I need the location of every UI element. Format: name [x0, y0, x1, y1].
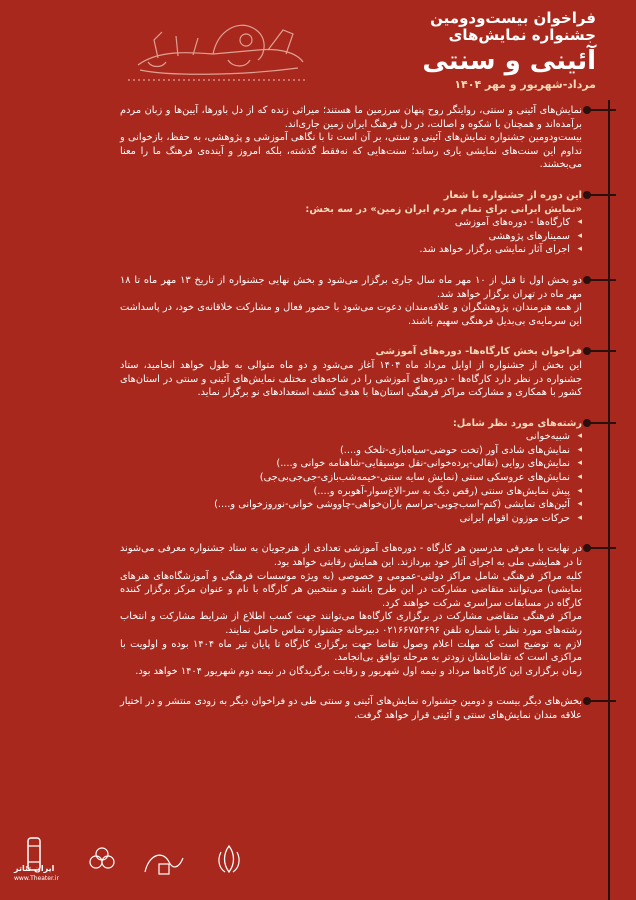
- list-item: ◂ شبیه‌خوانی: [120, 430, 582, 444]
- ritual-figure-illustration: [118, 10, 318, 92]
- timeline-marker: [586, 422, 616, 424]
- list-item: ◂ اجرای آثار نمایشی برگزار خواهد شد.: [120, 243, 582, 257]
- section-details: [120, 542, 582, 678]
- list-item: ◂ حرکات موزون اقوام ایرانی: [120, 512, 582, 526]
- paragraph: دو بخش اول تا قبل از ۱۰ مهر ماه سال جاری برگزار می‌شود و بخش نهایی جشنواره از تاریخ ۱۳ مهر ماه تا ۱۸ مهر ماه در تهران برگزار خواهد شد.: [120, 274, 583, 300]
- dramatic-arts-center-logo-icon: [139, 844, 189, 880]
- section-heading: رشته‌های مورد نظر شامل:: [452, 417, 582, 429]
- date-line: مرداد-شهریور و مهر ۱۴۰۴: [454, 78, 596, 91]
- header: [0, 0, 636, 102]
- section-disciplines: [120, 417, 582, 526]
- paragraph: نمایش‌های آئینی و سنتی، روایتگر روح پنهان سرزمین ما هستند؛ میراثی زنده که از دل باورها، آیین‌ها و زبان مردم برآمده‌اند و همچنان با شکوه و اصالت، در دل فرهنگ ایران زمین جاری‌اند.: [120, 105, 582, 130]
- section-heading: این دوره از جشنواره با شعار: [443, 189, 582, 201]
- section-subheading: «نمایش ایرانی برای تمام مردم ایران زمین» در سه بخش:: [305, 203, 582, 215]
- title-line-1: فراخوان بیست‌و‌دومین: [430, 9, 596, 27]
- timeline-line: [608, 100, 610, 900]
- list-item: ◂ آئین‌های نمایشی (کتم-اسب‌چوبی-مراسم باران‌خواهی-چاووشی خوانی-نوروزخوانی و....): [120, 498, 582, 512]
- timeline-marker: [586, 109, 616, 111]
- section-closing: [120, 695, 582, 722]
- festival-emblem-icon: [84, 844, 120, 880]
- list-item: ◂ نمایش‌های عروسکی سنتی (نمایش سایه سنتی-خیمه‌شب‌بازی-جی‌جی‌بی‌جی): [120, 471, 582, 485]
- list-item: ◂ سمینارهای پژوهشی: [120, 230, 582, 244]
- timeline-marker: [586, 350, 616, 352]
- title-line-2: جشنواره نمایش‌های: [448, 26, 596, 44]
- paragraph: بیست‌و‌دومین جشنواره نمایش‌های آئینی و سنتی، بر آن است تا با نگاهی آموزشی و پژوهشی، به حفظ، بازخوانی و تداوم این سنت‌های نمایشی یاری رساند؛ سنت‌هایی که نه‌فقط گذشته، بلکه امروز و آینده‌ی فرهنگ ما را معنا می‌بخشند.: [120, 132, 582, 171]
- section-intro: [120, 104, 582, 172]
- timeline-marker: [586, 547, 616, 549]
- timeline-marker: [586, 194, 616, 196]
- paragraph: از همه هنرمندان، پژوهشگران و علاقه‌مندان دعوت می‌شود با حضور فعال و مشارکت خلاقانه‌ی خود، در پاسداشت این سرمایه‌ی بی‌بدیل فرهنگی سهیم باشند.: [120, 302, 582, 327]
- section-schedule: [120, 274, 582, 328]
- footer-logos: [14, 830, 254, 886]
- section-slogan: [120, 189, 582, 257]
- disciplines-list: [120, 430, 582, 525]
- content-body: [120, 104, 582, 740]
- paragraph: لازم به توضیح است که مهلت اعلام وصول تقاضا جهت برگزاری کارگاه تا پایان تیر ماه ۱۴۰۴ بوده و اولویت با مراکزی است که تقاضایشان زودتر به مرحله توافق بی‌انجامد.: [120, 638, 582, 664]
- logo-caption: [14, 864, 59, 882]
- section-heading: فراخوان بخش کارگاه‌ها- دوره‌های آموزشی: [375, 346, 582, 358]
- paragraph: مراکز فرهنگی متقاضی مشارکت در برگزاری کارگاه‌ها می‌توانند جهت کسب اطلاع از شرایط مشارکت و انتخاب رشته‌های مورد نظر با شماره تلفن ۰۲۱۶۶۷۵۴۶۹۶ دبیرخانه جشنواره تماس حاصل نمایند.: [120, 611, 582, 636]
- paragraph: کلیه مراکز فرهنگی شامل مراکز دولتی-عمومی و خصوصی (به ویژه موسسات فرهنگی و آموزشگاه‌های هنرهای نمایشی) می‌توانند متقاضی مشارکت در این طرح باشند و منتخبین هر کارگاه با نام و عنوان مرکز برگزار کننده کارگاه در مسابقات سراسری شرکت خواهند کرد.: [120, 570, 582, 609]
- list-item: ◂ نمایش‌های شادی آور (تخت حوضی-سیاه‌بازی-تلخک و....): [120, 444, 582, 458]
- ministry-emblem-icon: [209, 840, 249, 880]
- paragraph: این بخش از جشنواره از اوایل مرداد ماه ۱۴۰۴ آغاز می‌شود و دو ماه متوالی به طول خواهد انجامید، ستاد جشنواره در نظر دارد کارگاه‌ها - دوره‌های آموزشی را در شاخه‌های مختلف نمایش‌های آئینی و سنتی در استان‌های کشور با همکاری و مشارکت مراکز فرهنگی استان‌ها با هدف کشف استعدادهای نو برگزار نماید.: [120, 359, 582, 399]
- timeline-marker: [586, 700, 616, 702]
- parts-list: [120, 216, 582, 257]
- list-item: ◂ نمایش‌های روایی (نقالی-پرده‌خوانی-نقل موسیقایی-شاهنامه خوانی و....): [120, 457, 582, 471]
- website-link[interactable]: www.Theater.ir: [14, 875, 59, 882]
- list-item: ◂ کارگاه‌ها - دوره‌های آموزشی: [120, 216, 582, 230]
- paragraph: زمان برگزاری این کارگاه‌ها مرداد و نیمه اول شهریور و رقابت برگزیدگان در نیمه دوم شهریور ۱۴۰۴ خواهد بود.: [135, 665, 582, 677]
- title-line-3: آئینی و سنتی: [422, 46, 596, 76]
- list-item: ◂ پیش نمایش‌های سنتی (رقص دیگ به سر-الاغ‌سوار-آهوبره و....): [120, 485, 582, 499]
- title-block: [376, 10, 596, 92]
- timeline-marker: [586, 279, 616, 281]
- section-workshops: [120, 345, 582, 399]
- paragraph: بخش‌های دیگر بیست و دومین جشنواره نمایش‌های آئینی و سنتی طی دو فراخوان دیگر به زودی منتشر و در اختیار علاقه مندان نمایش‌های سنتی و آئینی قرار خواهد گرفت.: [120, 696, 582, 721]
- paragraph: در نهایت با معرفی مدرسین هر کارگاه - دوره‌های آموزشی تعدادی از هنرجویان به ستاد جشنواره معرفی می‌شوند تا در همایشی ملی به اجرای آثار خود بپردازند. این همایش رقابتی خواهد بود.: [120, 543, 582, 569]
- logo-text: ایران تئاتر: [14, 864, 55, 873]
